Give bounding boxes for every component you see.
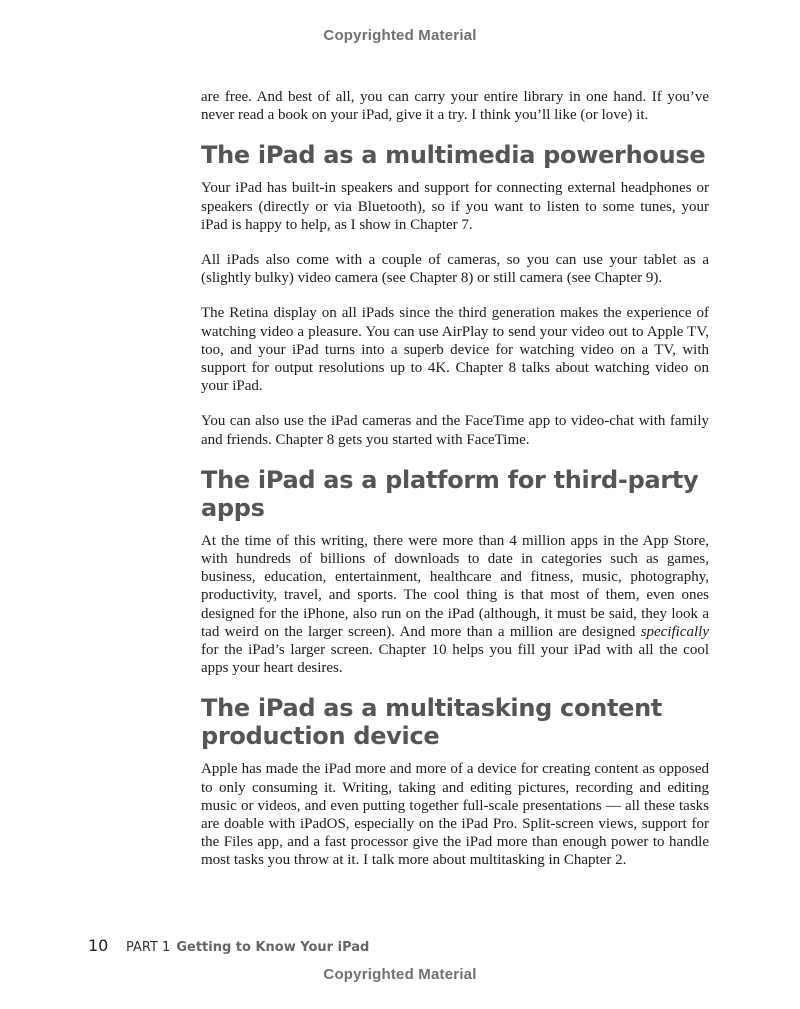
part-title: Getting to Know Your iPad bbox=[176, 940, 370, 955]
paragraph: Apple has made the iPad more and more of a device for creating content as opposed to only consuming it. Writing, taking and editing pictures, recording and editing music or videos, and even putting together full-scale presentations — all these tasks are doable with iPadOS, especially on the iPad Pro. Split-screen views, support for the Files app, and a fast processor give the iPad more than enough power to handle most tasks you throw at it. I talk more about multitasking in Chapter 2. bbox=[201, 761, 709, 869]
part-label: PART 1 bbox=[126, 940, 171, 955]
copyright-watermark-bottom: Copyrighted Material bbox=[323, 966, 477, 983]
page-footer bbox=[88, 936, 369, 955]
paragraph-text: for the iPad’s larger screen. Chapter 10 helps you fill your iPad with all the cool apps your heart desires. bbox=[201, 642, 709, 677]
emphasis-text: specifically bbox=[640, 623, 709, 640]
section-heading-third-party-apps: The iPad as a platform for third-party apps bbox=[201, 465, 699, 522]
copyright-watermark-top: Copyrighted Material bbox=[323, 27, 477, 44]
page-number: 10 bbox=[88, 936, 109, 955]
paragraph bbox=[201, 532, 709, 678]
paragraph: All iPads also come with a couple of cameras, so you can use your tablet as a (slightly bulky) video camera (see Chapter 8) or still camera (see Chapter 9). bbox=[201, 252, 709, 287]
paragraph: The Retina display on all iPads since the third generation makes the experience of watching video a pleasure. You can use AirPlay to send your video out to Apple TV, too, and your iPad turns into a superb device for watching video on a TV, with support for output resolutions up to 4K. Chapter 8 talks about watching video on your iPad. bbox=[201, 305, 709, 395]
page-body bbox=[201, 88, 709, 887]
paragraph-text: At the time of this writing, there were more than 4 million apps in the App Store, with hundreds of billions of downloads to date in categories such as games, business, education, entertainment, healthcare and fitness, music, photography, productivity, travel, and sports. The cool thing is that most of them, even ones designed for the iPhone, also run on the iPad (although, it must be said, they look a tad weird on the larger screen). And more than a million are designed bbox=[201, 532, 709, 640]
paragraph: You can also use the iPad cameras and the FaceTime app to video-chat with family and friends. Chapter 8 gets you started with FaceTime. bbox=[201, 413, 709, 448]
paragraph: Your iPad has built-in speakers and support for connecting external headphones or speakers (directly or via Bluetooth), so if you want to listen to some tunes, your iPad is happy to help, as I show in Chapter 7. bbox=[201, 180, 709, 233]
intro-paragraph: are free. And best of all, you can carry your entire library in one hand. If you’ve never read a book on your iPad, give it a try. I think you’ll like (or love) it. bbox=[201, 89, 709, 124]
section-heading-multitasking: The iPad as a multitasking content production device bbox=[201, 694, 663, 751]
section-heading-multimedia: The iPad as a multimedia powerhouse bbox=[201, 141, 706, 170]
